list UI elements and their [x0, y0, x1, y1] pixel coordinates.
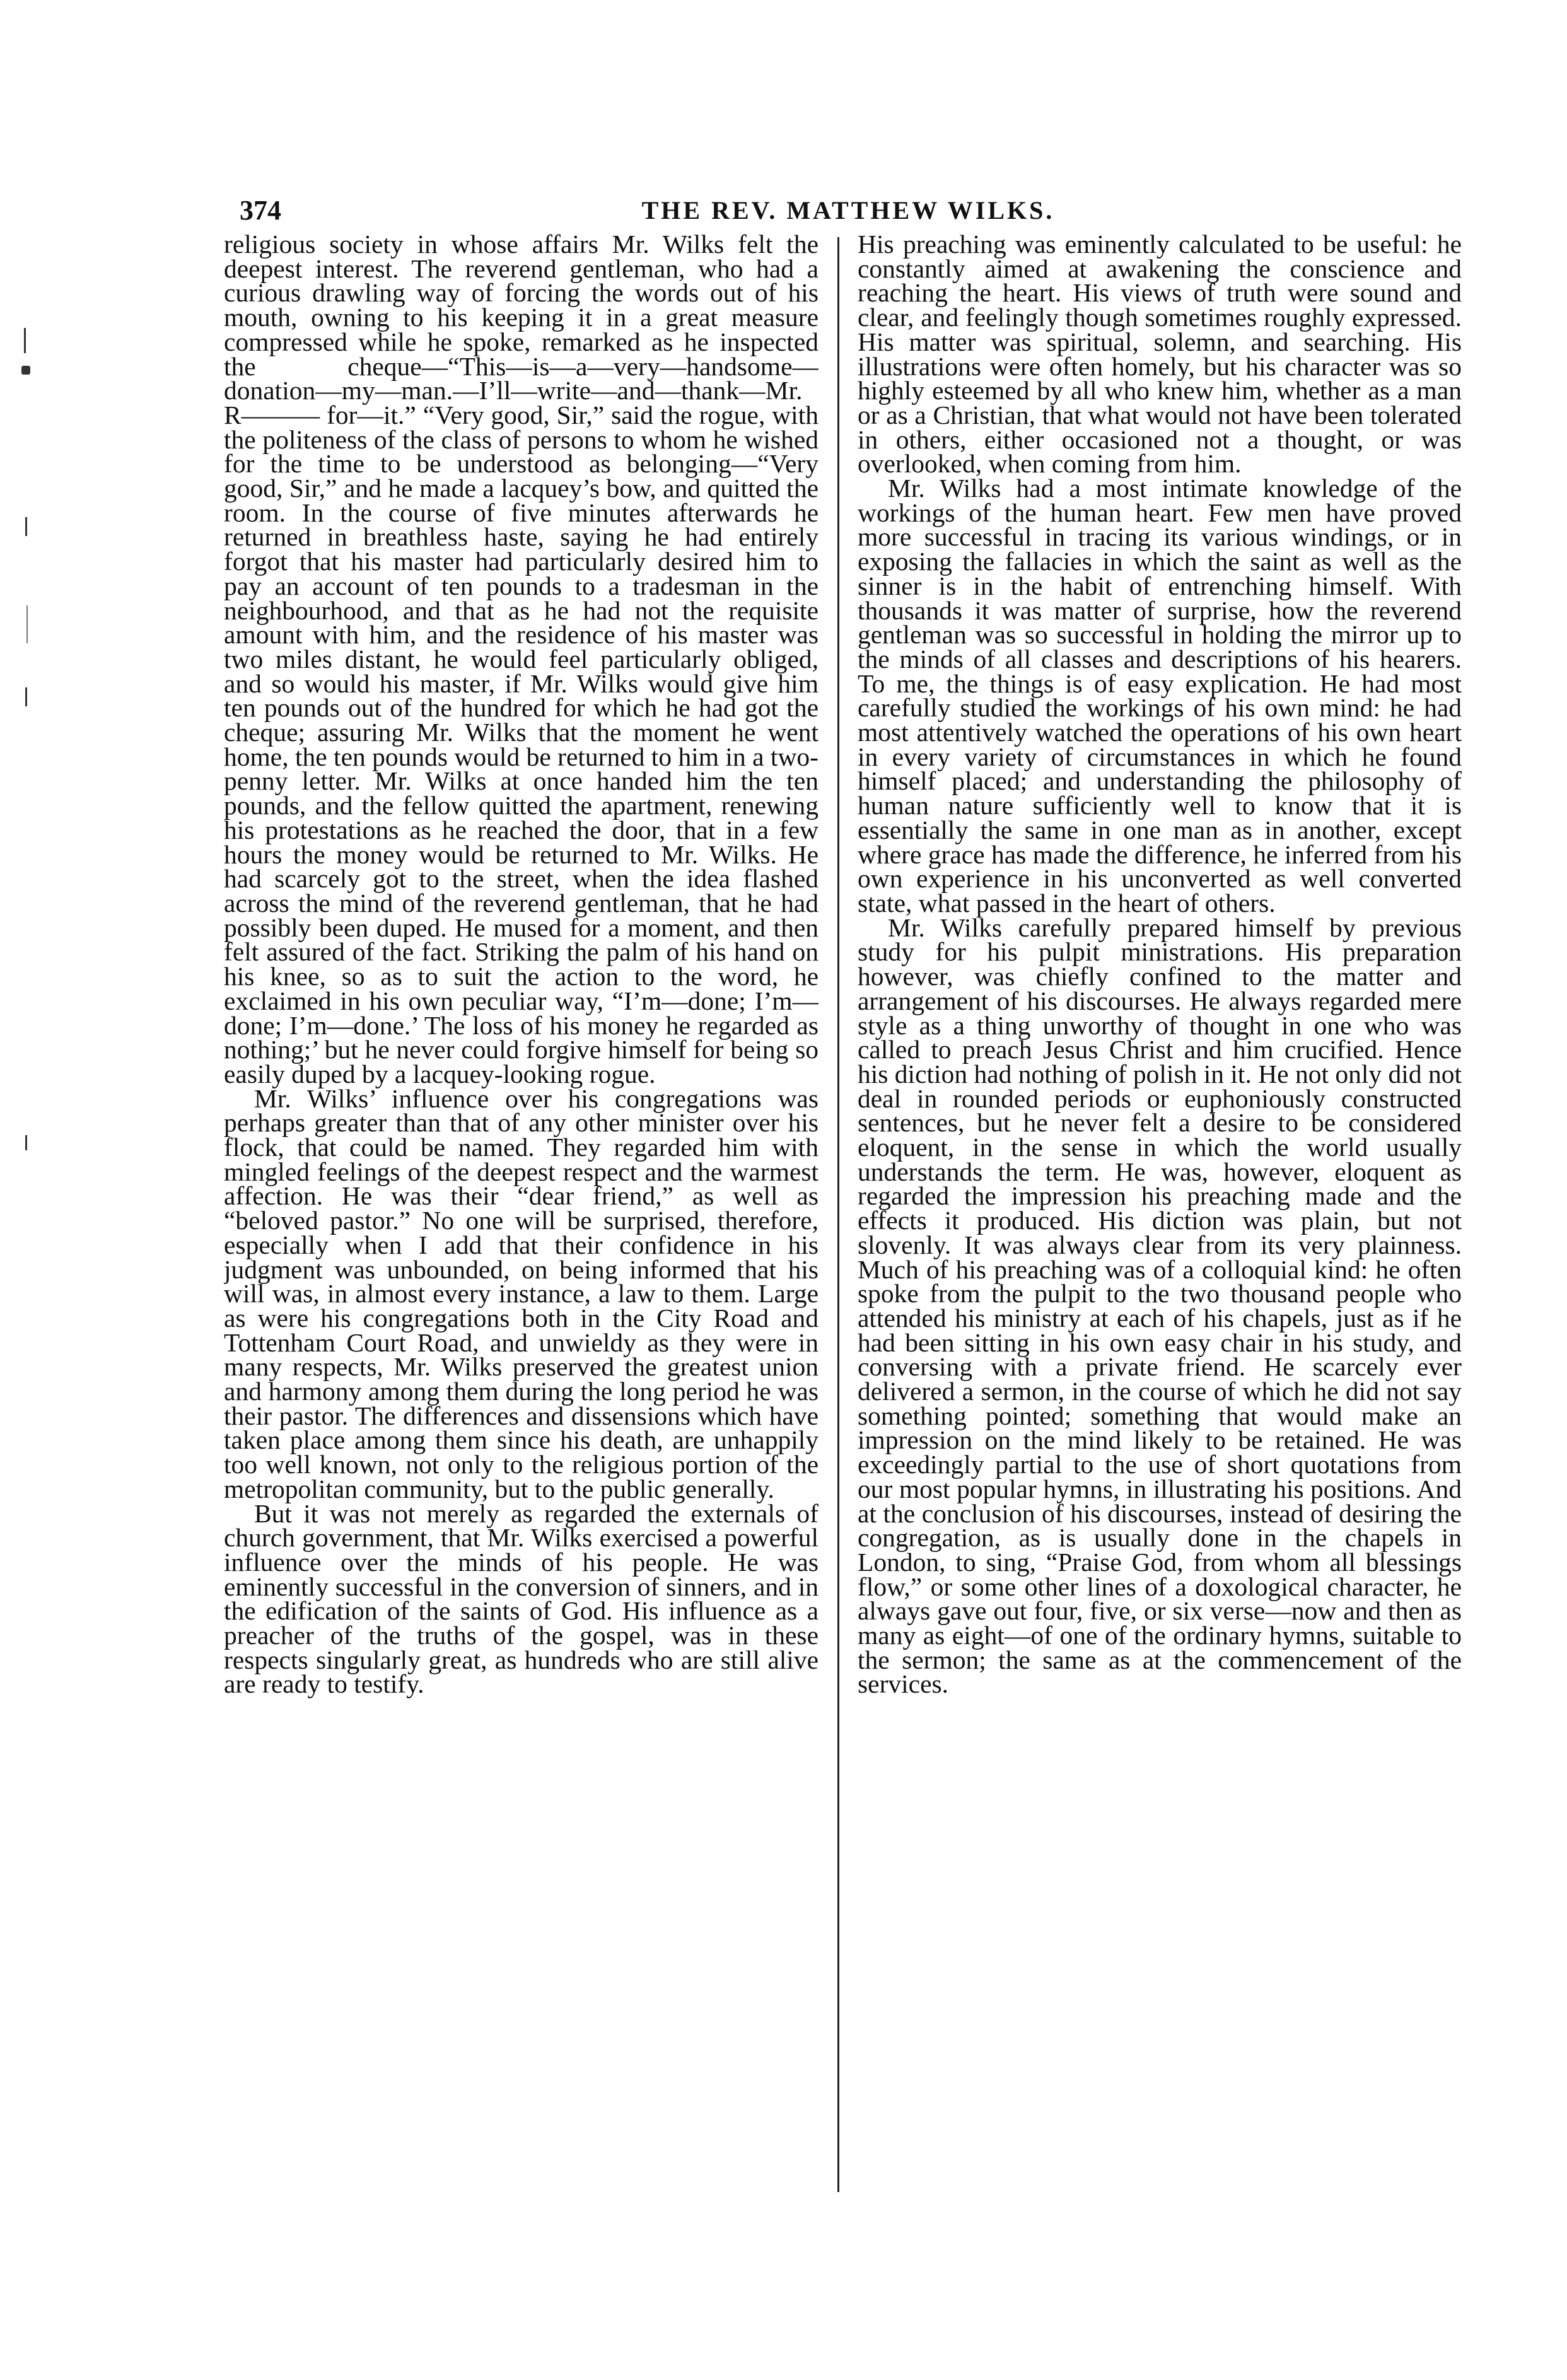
left-paragraph-2: Mr. Wilks’ influence over his congregations was perhaps greater than that of any other minister over his flock, that could be named. They regarded him with mingled feelings of the deepest respect and the warmest affection. He was their “dear friend,” as well as “beloved pastor.” No one will be surprised, therefore, especially when I add that their confidence in his judgment was unbounded, on being informed that his will was, in almost every instance, a law to them. Large as were his congregations both in the City Road and Tottenham Court Road, and unwieldy as they were in many respects, Mr. Wilks preserved the greatest union and harmony among them during the long period he was their pastor. The differences and dissensions which have taken place among them since his death, are unhappily too well known, not only to the religious portion of the metropolitan community, but to the public generally. — [224, 1083, 818, 1503]
left-paragraph-3: But it was not merely as regarded the externals of church government, that Mr. Wilks exercised a powerful influence over the minds of his people. He was eminently successful in the conversion of sinners, and in the edification of the saints of God. His influence as a preacher of the truths of the gospel, was in these respects singularly great, as hundreds who are still alive are ready to testify. — [224, 1498, 818, 1699]
margin-scan-marks — [11, 189, 49, 1261]
column-divider — [837, 237, 839, 2192]
left-column — [224, 232, 818, 2225]
right-paragraph-2: Mr. Wilks had a most intimate knowledge of the workings of the human heart. Few men have proved more successful in tracing its various windings, or in exposing the fallacies in which the saint as well as the sinner is in the habit of entrenching himself. With thousands it was matter of surprise, how the reverend gentleman was so successful in holding the mirror up to the minds of all classes and descriptions of his hearers. To me, the things is of easy explication. He had most carefully studied the workings of his own mind: he had most attentively watched the operations of his own heart in every variety of circumstances in which he found himself placed; and understanding the philosophy of human nature sufficiently well to know that it is essentially the same in one man as in another, except where grace has made the difference, he inferred from his own experience in his unconverted as well converted state, what passed in the heart of others. — [858, 474, 1462, 918]
left-paragraph-1: religious society in whose affairs Mr. Wilks felt the deepest interest. The reverend gentleman, who had a curious drawling way of forcing the words out of his mouth, owning to his keeping it in a great measure compressed while he spoke, remarked as he inspected the cheque—“This—is—a—very—handsome—donation—my—man.—I’ll—write—and—thank—Mr. R——— for—it.” “Very good, Sir,” said the rogue, with the politeness of the class of persons to whom he wished for the time to be understood as belonging—“Very good, Sir,” and he made a lacquey’s bow, and quitted the room. In the course of five minutes afterwards he returned in breathless haste, saying he had entirely forgot that his master had particularly desired him to pay an account of ten pounds to a tradesman in the neighbourhood, and that as he had not the requisite amount with him, and the residence of his master was two miles distant, he would feel particularly obliged, and so would his master, if Mr. Wilks would give him ten pounds out of the hundred for which he had got the cheque; assuring Mr. Wilks that the moment he went home, the ten pounds would be returned to him in a two-penny letter. Mr. Wilks at once handed him the ten pounds, and the fellow quitted the apartment, renewing his protestations as he reached the door, that in a few hours the money would be returned to Mr. Wilks. He had scarcely got to the street, when the idea flashed across the mind of the reverend gentleman, that he had possibly been duped. He mused for a moment, and then felt assured of the fact. Striking the palm of his hand on his knee, so as to suit the action to the word, he exclaimed in his own peculiar way, “I’m—done; I’m—done; I’m—done.’ The loss of his money he regarded as nothing;’ but he never could forgive himself for being so easily duped by a lacquey-looking rogue. — [224, 232, 818, 1088]
right-paragraph-1: His preaching was eminently calculated to be useful: he constantly aimed at awakening the conscience and reaching the heart. His views of truth were sound and clear, and feelingly though sometimes roughly expressed. His matter was spiritual, solemn, and searching. His illustrations were often homely, but his character was so highly esteemed by all who knew him, whether as a man or as a Christian, that what would not have been tolerated in others, either occasioned not a thought, or was overlooked, when coming from him. — [858, 232, 1462, 479]
page-number: 374 — [240, 195, 281, 226]
right-column — [858, 232, 1462, 2225]
page-header — [240, 194, 1457, 232]
right-paragraph-3: Mr. Wilks carefully prepared himself by previous study for his pulpit ministrations. His preparation however, was chiefly confined to the matter and arrangement of his discourses. He always regarded mere style as a thing unworthy of thought in one who was called to preach Jesus Christ and him crucified. Hence his diction had nothing of polish in it. He not only did not deal in rounded periods or euphoniously constructed sentences, but he never felt a desire to be considered eloquent, in the sense in which the world usually understands the term. He was, however, eloquent as regarded the impression his preaching made and the effects it produced. His diction was plain, but not slovenly. It was always clear from its very plainness. Much of his preaching was of a colloquial kind: he often spoke from the pulpit to the two thousand people who attended his ministry at each of his chapels, just as if he had been sitting in his own easy chair in his study, and conversing with a private friend. He scarcely ever delivered a sermon, in the course of which he did not say something pointed; something that would make an impression on the mind likely to be retained. He was exceedingly partial to the use of short quotations from our most popular hymns, in illustrating his positions. And at the conclusion of his discourses, instead of desiring the congregation, as is usually done in the chapels in London, to sing, “Praise God, from whom all blessings flow,” or some other lines of a doxological character, he always gave out four, five, or six verse—now and then as many as eight—of one of the ordinary hymns, suitable to the sermon; the same as at the commencement of the services. — [858, 913, 1462, 1699]
running-title: THE REV. MATTHEW WILKS. — [641, 196, 1055, 225]
